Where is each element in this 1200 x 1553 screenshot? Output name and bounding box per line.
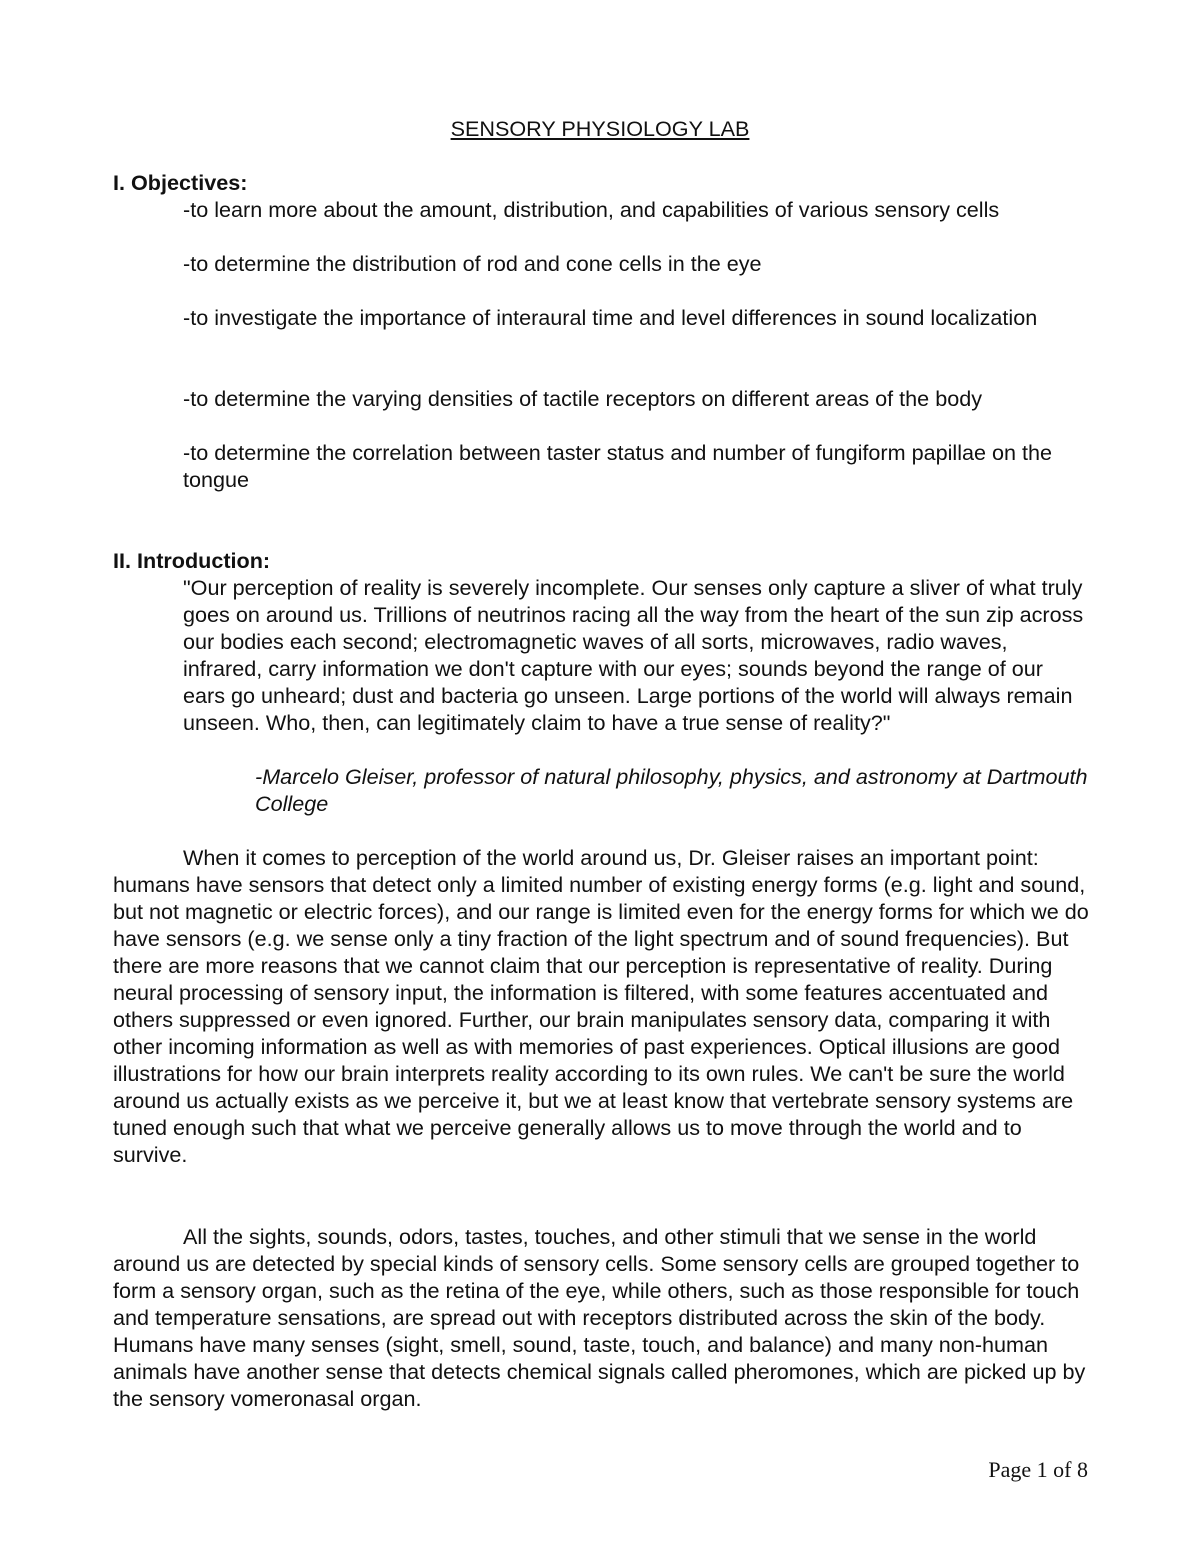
page-number: Page 1 of 8 [988, 1457, 1088, 1482]
introduction-quote: "Our perception of reality is severely incomplete. Our senses only capture a sliver of what truly goes on around us. Trillions of neutrinos racing all the way from the heart of the sun zip across our bodies each second; electromagnetic waves of all sorts, microwaves, radio waves, infrared, carry information we don't capture with our eyes; sounds beyond the range of our ears go unheard; dust and bacteria go unseen. Large portions of the world will always remain unseen. Who, then, can legitimately claim to have a true sense of reality?" [183, 575, 1084, 735]
objective-item: -to determine the correlation between taster status and number of fungiform papillae on the tongue [183, 440, 1053, 492]
objective-item: -to determine the distribution of rod and cone cells in the eye [183, 251, 762, 276]
objectives-heading: I. Objectives: [113, 170, 248, 195]
body-paragraph: When it comes to perception of the world around us, Dr. Gleiser raises an important point: humans have sensors that detect only a limited number of existing energy forms (e.g. light and sound, but not magnetic or electric forces), and our range is limited even for the energy forms for which we do have sensors (e.g. we sense only a tiny fraction of the light spectrum and of sound frequencies). But there are more reasons that we cannot claim that our perception is representative of reality. During neural processing of sensory input, the information is filtered, with some features accentuated and others suppressed or even ignored. Further, our brain manipulates sensory data, comparing it with other incoming information as well as with memories of past experiences. Optical illusions are good illustrations for how our brain interprets reality according to its own rules. We can't be sure the world around us actually exists as we perceive it, but we at least know that vertebrate sensory systems are tuned enough such that what we perceive generally allows us to move through the world and to survive. [113, 845, 1089, 1167]
objective-item: -to determine the varying densities of tactile receptors on different areas of the body [183, 386, 983, 411]
introduction-heading: II. Introduction: [113, 548, 271, 573]
body-paragraph: All the sights, sounds, odors, tastes, touches, and other stimuli that we sense in the world around us are detected by special kinds of sensory cells. Some sensory cells are grouped together to form a sensory organ, such as the retina of the eye, while others, such as those responsible for touch and temperature sensations, are spread out with receptors distributed across the skin of the body. Humans have many senses (sight, smell, sound, taste, touch, and balance) and many non-human animals have another sense that detects chemical signals called pheromones, which are picked up by the sensory vomeronasal organ. [113, 1224, 1086, 1411]
document-title: SENSORY PHYSIOLOGY LAB [450, 116, 750, 141]
objective-item: -to learn more about the amount, distribution, and capabilities of various sensory cells [183, 197, 1000, 222]
quote-attribution: -Marcelo Gleiser, professor of natural philosophy, physics, and astronomy at Dartmouth College [255, 764, 1088, 816]
objective-item: -to investigate the importance of interaural time and level differences in sound localization [183, 305, 1038, 330]
